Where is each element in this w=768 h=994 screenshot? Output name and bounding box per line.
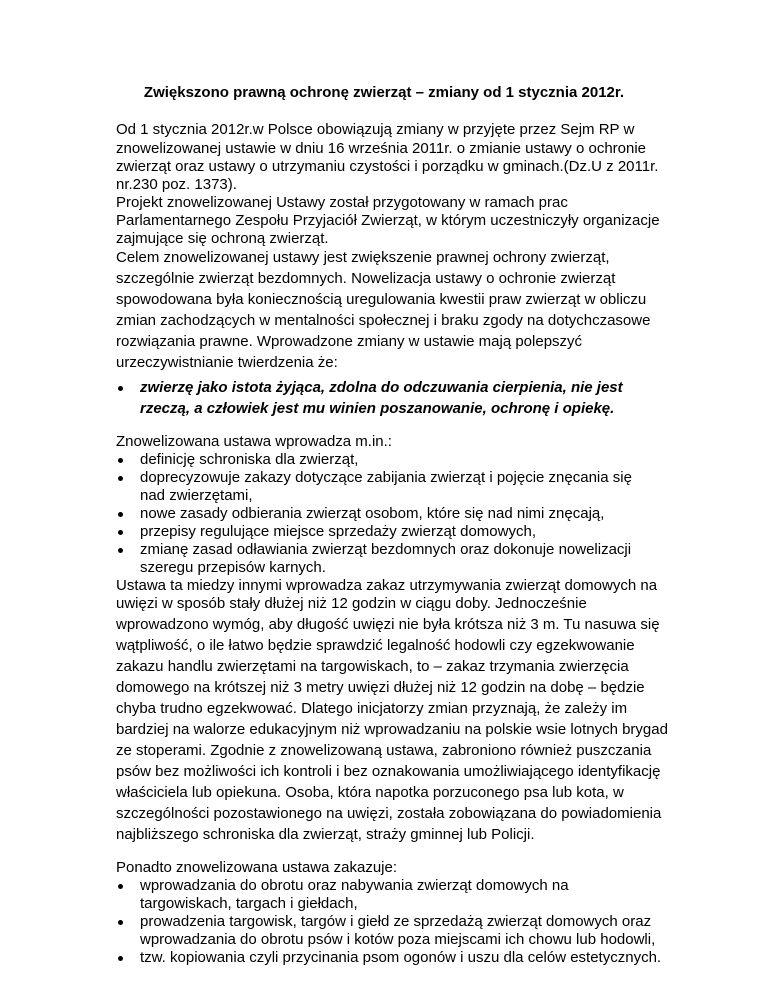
paragraph-line: Projekt znowelizowanej Ustawy został przygotowany w ramach prac (116, 194, 568, 211)
paragraph-line: spowodowana była koniecznością uregulowania kwestii praw zwierząt w obliczu (116, 291, 647, 308)
paragraph-line: urzeczywistnianie twierdzenia że: (116, 354, 338, 371)
paragraph-line: właściciela lub opiekuna. Osoba, która napotka porzuconego psa lub kota, w (116, 784, 624, 801)
paragraph-line: rozwiązania prawne. Wprowadzone zmiany w ustawie mają polepszyć (116, 333, 583, 350)
list-item: doprecyzowuje zakazy dotyczące zabijania zwierząt i pojęcie znęcania się (140, 469, 632, 486)
paragraph-line: uwięzi w sposób stały dłużej niż 12 godzin w ciągu doby. Jednocześnie (116, 595, 587, 612)
list-item: przepisy regulujące miejsce sprzedaży zwierząt domowych, (140, 523, 536, 540)
bullet-dot (118, 476, 123, 481)
list-item: targowiskach, targach i giełdach, (140, 895, 358, 912)
paragraph-line: Celem znowelizowanej ustawy jest zwiększenie prawnej ochrony zwierząt, (116, 249, 610, 266)
bullet-dot (118, 956, 123, 961)
list-item: nowe zasady odbierania zwierząt osobom, które się nad nimi znęcają, (140, 505, 605, 522)
emphasis-line: rzeczą, a człowiek jest mu winien poszanowanie, ochronę i opiekę. (140, 400, 615, 417)
list-item: zmianę zasad odławiania zwierząt bezdomnych oraz dokonuje nowelizacji (140, 541, 632, 558)
paragraph-line: bardziej na walorze edukacyjnym niż wprowadzaniu na polskie wsie lotnych brygad (116, 721, 668, 738)
paragraph-line: nr.230 poz. 1373). (116, 176, 237, 193)
list-item: tzw. kopiowania czyli przycinania psom ogonów i uszu dla celów estetycznych. (140, 949, 662, 966)
paragraph-line: Ustawa ta miedzy innymi wprowadza zakaz utrzymywania zwierząt domowych na (116, 577, 658, 594)
paragraph-line: domowego na krótszej niż 3 metry uwięzi dłużej niż 12 godzin na dobę – będzie (116, 679, 645, 696)
paragraph-line: zajmujące się ochroną zwierząt. (116, 230, 329, 247)
paragraph-line: znowelizowanej ustawie w dniu 16 września 2011r. o zmianie ustawy o ochronie (116, 140, 647, 157)
list-item: prowadzenia targowisk, targów i giełd ze sprzedażą zwierząt domowych oraz (140, 913, 652, 930)
paragraph-line: szczególności pozostawionego na uwięzi, została zobowiązana do powiadomienia (116, 805, 662, 822)
paragraph-line: zmian zachodzących w mentalności społecznej i braku zgody na dotychczasowe (116, 312, 651, 329)
paragraph-line: zwierząt oraz ustawy o utrzymaniu czystości i porządku w gminach.(Dz.U z 2011r. (116, 158, 659, 175)
list-item: wprowadzania do obrotu psów i kotów poza miejscami ich chowu lub hodowli, (140, 931, 656, 948)
bullet-dot (118, 512, 123, 517)
bullet-dot (118, 386, 123, 391)
paragraph-line: wprowadzono wymóg, aby długość uwięzi nie była krótsza niż 3 m. Tu nasuwa się (116, 616, 660, 633)
list-item: wprowadzania do obrotu oraz nabywania zwierząt domowych na (140, 877, 569, 894)
document-title: Zwiększono prawną ochronę zwierząt – zmiany od 1 stycznia 2012r. (143, 84, 625, 101)
paragraph-line: szczególnie zwierząt bezdomnych. Nowelizacja ustawy o ochronie zwierząt (116, 270, 616, 287)
emphasis-line: zwierzę jako istota żyjąca, zdolna do odczuwania cierpienia, nie jest (140, 379, 623, 396)
bullet-dot (118, 458, 123, 463)
list-item: definicję schroniska dla zwierząt, (140, 451, 359, 468)
paragraph-line: najbliższego schroniska dla zwierząt, straży gminnej lub Policji. (116, 826, 535, 843)
bullet-dot (118, 884, 123, 889)
list-intro: Ponadto znowelizowana ustawa zakazuje: (116, 859, 398, 876)
paragraph-line: ze stoperami. Zgodnie z znowelizowaną ustawa, zabroniono również puszczania (116, 742, 652, 759)
list-intro: Znowelizowana ustawa wprowadza m.in.: (116, 433, 392, 450)
paragraph-line: Parlamentarnego Zespołu Przyjaciół Zwierząt, w którym uczestniczyły organizacje (116, 212, 660, 229)
bullet-dot (118, 548, 123, 553)
paragraph-line: psów bez możliwości ich kontroli i bez oznakowania umożliwiającego identyfikację (116, 763, 661, 780)
bullet-dot (118, 530, 123, 535)
paragraph-line: zakazu handlu zwierzętami na targowiskach, to – zakaz trzymania zwierzęcia (116, 658, 629, 675)
paragraph-line: wątpliwość, o ile łatwo będzie sprawdzić legalność hodowli czy egzekwowanie (116, 637, 635, 654)
list-item: szeregu przepisów karnych. (140, 559, 326, 576)
paragraph-line: Od 1 stycznia 2012r.w Polsce obowiązują zmiany w przyjęte przez Sejm RP w (116, 121, 635, 138)
paragraph-line: chyba trudno egzekwować. Dlatego inicjatorzy zmian przyznają, że zależy im (116, 700, 628, 717)
list-item: nad zwierzętami, (140, 487, 253, 504)
bullet-dot (118, 920, 123, 925)
